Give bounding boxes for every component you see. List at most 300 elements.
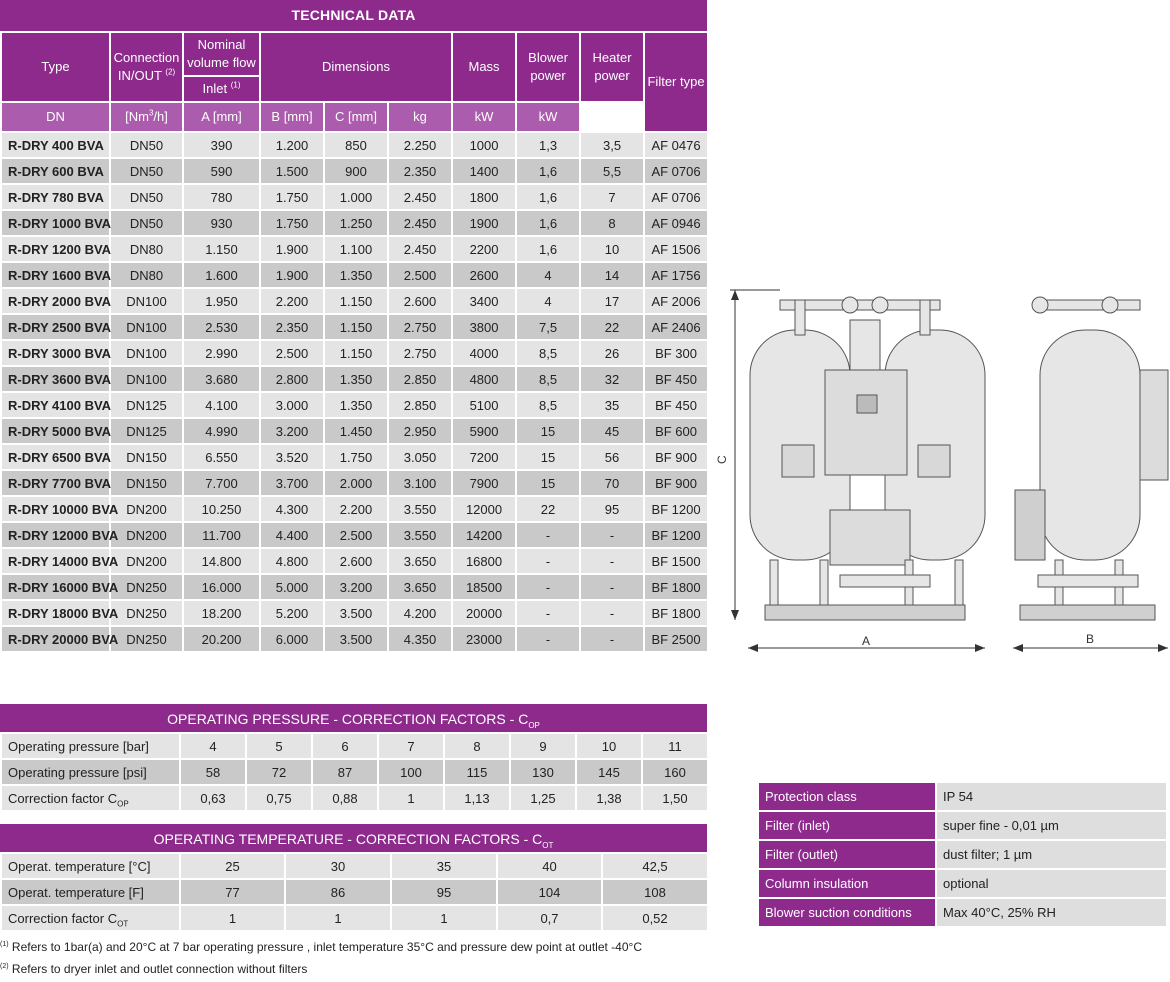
spec-row <box>758 840 1167 869</box>
cell-dim-c: 3.550 <box>388 522 452 548</box>
unit-b: B [mm] <box>260 102 324 132</box>
table-row <box>1 392 708 418</box>
value-cell: 35 <box>391 853 497 879</box>
cell-connection: DN150 <box>110 470 183 496</box>
cell-blower: 1,6 <box>516 236 580 262</box>
cell-type: R-DRY 6500 BVA <box>1 444 110 470</box>
table-row <box>1 626 708 652</box>
pressure-title: OPERATING PRESSURE - CORRECTION FACTORS - $C_{OP}$ <box>0 704 707 732</box>
cell-dim-a: 1.900 <box>260 262 324 288</box>
cell-dim-c: 2.750 <box>388 314 452 340</box>
cell-connection: DN125 <box>110 392 183 418</box>
cell-filter: BF 900 <box>644 444 708 470</box>
row-label: Correction factor $C_{OT}$ <box>1 905 180 931</box>
cell-mass: 23000 <box>452 626 516 652</box>
cell-connection: DN50 <box>110 132 183 158</box>
value-cell: 1 <box>391 905 497 931</box>
dimension-label-c: C <box>715 455 729 464</box>
cell-dim-a: 1.750 <box>260 184 324 210</box>
header-nominal-flow: Nominal volume flow <box>183 32 260 76</box>
cell-dim-b: 850 <box>324 132 388 158</box>
cell-type: R-DRY 12000 BVA <box>1 522 110 548</box>
cell-type: R-DRY 5000 BVA <box>1 418 110 444</box>
value-cell: 0,88 <box>312 785 378 811</box>
cell-dim-c: 2.350 <box>388 158 452 184</box>
footnote-1: $^{(1)}$ Refers to 1bar(a) and 20°C at 7 bar operating pressure , inlet temperature 35°C and pressure dew point at outlet -40°C <box>0 940 642 954</box>
cell-mass: 1400 <box>452 158 516 184</box>
value-cell: 5 <box>246 733 312 759</box>
cell-connection: DN150 <box>110 444 183 470</box>
spec-key: Protection class <box>758 782 936 811</box>
cell-dim-b: 1.350 <box>324 262 388 288</box>
temperature-table <box>0 852 709 932</box>
cell-mass: 7900 <box>452 470 516 496</box>
table-row <box>1 785 708 811</box>
cell-filter: BF 1200 <box>644 522 708 548</box>
cell-blower: - <box>516 548 580 574</box>
cell-heater: 56 <box>580 444 644 470</box>
cell-type: R-DRY 1600 BVA <box>1 262 110 288</box>
cell-flow: 780 <box>183 184 260 210</box>
cell-dim-a: 4.800 <box>260 548 324 574</box>
cell-heater: - <box>580 548 644 574</box>
cell-dim-a: 3.520 <box>260 444 324 470</box>
cell-heater: 8 <box>580 210 644 236</box>
cell-dim-c: 2.450 <box>388 210 452 236</box>
cell-dim-b: 1.150 <box>324 340 388 366</box>
cell-dim-c: 2.500 <box>388 262 452 288</box>
cell-connection: DN250 <box>110 600 183 626</box>
value-cell: 160 <box>642 759 708 785</box>
cell-filter: AF 1506 <box>644 236 708 262</box>
cell-filter: BF 1800 <box>644 574 708 600</box>
spec-key: Filter (inlet) <box>758 811 936 840</box>
cell-blower: - <box>516 600 580 626</box>
cell-flow: 390 <box>183 132 260 158</box>
cell-dim-a: 3.000 <box>260 392 324 418</box>
value-cell: 115 <box>444 759 510 785</box>
value-cell: 77 <box>180 879 285 905</box>
spec-value: optional <box>936 869 1167 898</box>
cell-connection: DN100 <box>110 314 183 340</box>
table-row <box>1 879 708 905</box>
cell-dim-a: 2.350 <box>260 314 324 340</box>
cell-type: R-DRY 400 BVA <box>1 132 110 158</box>
cell-connection: DN250 <box>110 626 183 652</box>
cell-dim-b: 3.500 <box>324 600 388 626</box>
cell-connection: DN200 <box>110 496 183 522</box>
table-row <box>1 210 708 236</box>
cell-dim-b: 1.150 <box>324 314 388 340</box>
control-cabinet <box>825 370 907 475</box>
value-cell: 8 <box>444 733 510 759</box>
cell-connection: DN100 <box>110 366 183 392</box>
cell-heater: 70 <box>580 470 644 496</box>
cell-blower: 4 <box>516 262 580 288</box>
cell-filter: AF 0706 <box>644 184 708 210</box>
base-frame <box>765 605 965 620</box>
cell-blower: 1,6 <box>516 210 580 236</box>
cell-dim-a: 2.200 <box>260 288 324 314</box>
cell-connection: DN200 <box>110 522 183 548</box>
cell-flow: 7.700 <box>183 470 260 496</box>
value-cell: 104 <box>497 879 602 905</box>
cell-mass: 14200 <box>452 522 516 548</box>
cell-flow: 1.600 <box>183 262 260 288</box>
cell-mass: 4800 <box>452 366 516 392</box>
cell-connection: DN125 <box>110 418 183 444</box>
unit-flow: [Nm$^3$/h] <box>110 102 183 132</box>
cell-dim-a: 5.000 <box>260 574 324 600</box>
cell-mass: 16800 <box>452 548 516 574</box>
cell-heater: 3,5 <box>580 132 644 158</box>
cell-dim-c: 4.350 <box>388 626 452 652</box>
spec-row <box>758 811 1167 840</box>
cell-blower: 22 <box>516 496 580 522</box>
cell-dim-c: 2.450 <box>388 184 452 210</box>
table-row <box>1 496 708 522</box>
cell-dim-a: 5.200 <box>260 600 324 626</box>
cell-connection: DN250 <box>110 574 183 600</box>
value-cell: 1 <box>180 905 285 931</box>
value-cell: 4 <box>180 733 246 759</box>
table-row <box>1 314 708 340</box>
cell-heater: 7 <box>580 184 644 210</box>
value-cell: 25 <box>180 853 285 879</box>
cell-flow: 1.150 <box>183 236 260 262</box>
cell-heater: 22 <box>580 314 644 340</box>
table-row <box>1 236 708 262</box>
table-row <box>1 288 708 314</box>
cell-type: R-DRY 7700 BVA <box>1 470 110 496</box>
value-cell: 1,50 <box>642 785 708 811</box>
unit-kg: kg <box>388 102 452 132</box>
cell-blower: 15 <box>516 444 580 470</box>
cell-heater: 32 <box>580 366 644 392</box>
header-filter-type: Filter type <box>644 32 708 132</box>
cell-dim-b: 1.150 <box>324 288 388 314</box>
cell-heater: - <box>580 574 644 600</box>
cell-heater: 5,5 <box>580 158 644 184</box>
cell-mass: 3400 <box>452 288 516 314</box>
value-cell: 42,5 <box>602 853 708 879</box>
cell-flow: 590 <box>183 158 260 184</box>
cell-dim-b: 900 <box>324 158 388 184</box>
cell-filter: AF 1756 <box>644 262 708 288</box>
cell-filter: BF 300 <box>644 340 708 366</box>
cell-filter: AF 0706 <box>644 158 708 184</box>
cell-connection: DN50 <box>110 184 183 210</box>
header-blower-power: Blower power <box>516 32 580 102</box>
value-cell: 7 <box>378 733 444 759</box>
cell-dim-b: 1.350 <box>324 366 388 392</box>
cell-type: R-DRY 3000 BVA <box>1 340 110 366</box>
cell-blower: 15 <box>516 470 580 496</box>
cell-type: R-DRY 780 BVA <box>1 184 110 210</box>
cell-dim-b: 1.750 <box>324 444 388 470</box>
cell-filter: BF 1200 <box>644 496 708 522</box>
cell-dim-c: 3.650 <box>388 548 452 574</box>
cell-blower: 1,6 <box>516 158 580 184</box>
cell-dim-b: 3.200 <box>324 574 388 600</box>
spec-key: Column insulation <box>758 869 936 898</box>
cell-mass: 12000 <box>452 496 516 522</box>
row-label: Operating pressure [bar] <box>1 733 180 759</box>
value-cell: 1 <box>285 905 391 931</box>
cell-heater: 95 <box>580 496 644 522</box>
cell-connection: DN100 <box>110 340 183 366</box>
side-vessel <box>1040 330 1140 560</box>
cell-dim-c: 2.750 <box>388 340 452 366</box>
cell-type: R-DRY 1200 BVA <box>1 236 110 262</box>
table-row <box>1 574 708 600</box>
cell-type: R-DRY 2000 BVA <box>1 288 110 314</box>
table-row <box>1 548 708 574</box>
value-cell: 0,7 <box>497 905 602 931</box>
cell-flow: 2.990 <box>183 340 260 366</box>
cell-mass: 1800 <box>452 184 516 210</box>
spec-key: Blower suction conditions <box>758 898 936 927</box>
value-cell: 10 <box>576 733 642 759</box>
cell-type: R-DRY 20000 BVA <box>1 626 110 652</box>
cell-mass: 20000 <box>452 600 516 626</box>
cell-type: R-DRY 3600 BVA <box>1 366 110 392</box>
dryer-technical-drawing <box>715 280 1170 660</box>
value-cell: 30 <box>285 853 391 879</box>
cell-flow: 20.200 <box>183 626 260 652</box>
cell-flow: 4.100 <box>183 392 260 418</box>
cell-heater: 26 <box>580 340 644 366</box>
cell-filter: AF 2406 <box>644 314 708 340</box>
table-row <box>1 733 708 759</box>
spec-key: Filter (outlet) <box>758 840 936 869</box>
cell-mass: 5900 <box>452 418 516 444</box>
cell-dim-b: 1.100 <box>324 236 388 262</box>
cell-heater: 45 <box>580 418 644 444</box>
value-cell: 0,63 <box>180 785 246 811</box>
cell-flow: 2.530 <box>183 314 260 340</box>
table-row <box>1 600 708 626</box>
value-cell: 87 <box>312 759 378 785</box>
cell-dim-b: 2.000 <box>324 470 388 496</box>
cell-type: R-DRY 1000 BVA <box>1 210 110 236</box>
cell-mass: 3800 <box>452 314 516 340</box>
cell-dim-a: 6.000 <box>260 626 324 652</box>
table-row <box>1 905 708 931</box>
cell-filter: BF 450 <box>644 366 708 392</box>
cell-mass: 5100 <box>452 392 516 418</box>
cell-blower: 1,3 <box>516 132 580 158</box>
cell-dim-b: 1.450 <box>324 418 388 444</box>
cell-blower: - <box>516 574 580 600</box>
table-row <box>1 366 708 392</box>
value-cell: 1 <box>378 785 444 811</box>
table-row <box>1 522 708 548</box>
unit-dn: DN <box>1 102 110 132</box>
cell-mass: 4000 <box>452 340 516 366</box>
cell-filter: BF 900 <box>644 470 708 496</box>
cell-filter: BF 600 <box>644 418 708 444</box>
cell-connection: DN50 <box>110 210 183 236</box>
cell-type: R-DRY 600 BVA <box>1 158 110 184</box>
technical-data-table <box>0 31 709 653</box>
cell-dim-c: 3.550 <box>388 496 452 522</box>
temperature-title: OPERATING TEMPERATURE - CORRECTION FACTORS - $C_{OT}$ <box>0 824 707 852</box>
cell-dim-b: 1.250 <box>324 210 388 236</box>
spec-row <box>758 782 1167 811</box>
unit-a: A [mm] <box>183 102 260 132</box>
cell-dim-b: 1.000 <box>324 184 388 210</box>
cell-filter: BF 450 <box>644 392 708 418</box>
header-connection: Connection IN/OUT $^{(2)}$ <box>110 32 183 102</box>
cell-blower: 8,5 <box>516 392 580 418</box>
cell-dim-b: 1.350 <box>324 392 388 418</box>
dimension-label-a: A <box>862 634 871 648</box>
cell-dim-a: 1.500 <box>260 158 324 184</box>
cell-dim-c: 2.450 <box>388 236 452 262</box>
cell-connection: DN100 <box>110 288 183 314</box>
cell-flow: 4.990 <box>183 418 260 444</box>
cell-filter: BF 1500 <box>644 548 708 574</box>
header-dimensions: Dimensions <box>260 32 452 102</box>
value-cell: 58 <box>180 759 246 785</box>
cell-dim-c: 2.850 <box>388 366 452 392</box>
value-cell: 0,75 <box>246 785 312 811</box>
cell-dim-b: 2.600 <box>324 548 388 574</box>
cell-dim-c: 4.200 <box>388 600 452 626</box>
cell-heater: 17 <box>580 288 644 314</box>
cell-heater: - <box>580 626 644 652</box>
cell-blower: 8,5 <box>516 366 580 392</box>
cell-flow: 11.700 <box>183 522 260 548</box>
cell-dim-a: 1.200 <box>260 132 324 158</box>
dimension-label-b: B <box>1086 632 1095 646</box>
cell-flow: 6.550 <box>183 444 260 470</box>
cell-dim-a: 3.700 <box>260 470 324 496</box>
cell-mass: 2200 <box>452 236 516 262</box>
cell-dim-b: 3.500 <box>324 626 388 652</box>
row-label: Operat. temperature [°C] <box>1 853 180 879</box>
cell-dim-c: 3.100 <box>388 470 452 496</box>
header-inlet: Inlet $^{(1)}$ <box>183 76 260 102</box>
value-cell: 1,25 <box>510 785 576 811</box>
cell-connection: DN200 <box>110 548 183 574</box>
cell-mass: 1000 <box>452 132 516 158</box>
table-row <box>1 470 708 496</box>
cell-filter: AF 0946 <box>644 210 708 236</box>
cell-flow: 930 <box>183 210 260 236</box>
cell-flow: 10.250 <box>183 496 260 522</box>
cell-dim-c: 2.850 <box>388 392 452 418</box>
cell-heater: 35 <box>580 392 644 418</box>
technical-data-title: TECHNICAL DATA <box>0 0 707 31</box>
cell-flow: 16.000 <box>183 574 260 600</box>
table-row <box>1 132 708 158</box>
row-label: Correction factor $C_{OP}$ <box>1 785 180 811</box>
cell-filter: AF 0476 <box>644 132 708 158</box>
table-row <box>1 418 708 444</box>
cell-mass: 18500 <box>452 574 516 600</box>
spec-value: IP 54 <box>936 782 1167 811</box>
specification-table <box>757 781 1168 928</box>
table-row <box>1 340 708 366</box>
table-row <box>1 759 708 785</box>
cell-flow: 18.200 <box>183 600 260 626</box>
pressure-table <box>0 732 709 812</box>
cell-blower: 1,6 <box>516 184 580 210</box>
unit-heater-kw: kW <box>516 102 580 132</box>
cell-mass: 1900 <box>452 210 516 236</box>
cell-dim-a: 1.900 <box>260 236 324 262</box>
table-row <box>1 444 708 470</box>
cell-dim-b: 2.200 <box>324 496 388 522</box>
value-cell: 6 <box>312 733 378 759</box>
cell-blower: 7,5 <box>516 314 580 340</box>
cell-heater: - <box>580 522 644 548</box>
value-cell: 40 <box>497 853 602 879</box>
cell-flow: 14.800 <box>183 548 260 574</box>
cell-dim-c: 2.600 <box>388 288 452 314</box>
cell-dim-a: 1.750 <box>260 210 324 236</box>
cell-connection: DN80 <box>110 236 183 262</box>
technical-data-rows <box>1 132 708 652</box>
cell-type: R-DRY 16000 BVA <box>1 574 110 600</box>
cell-dim-a: 4.400 <box>260 522 324 548</box>
cell-blower: - <box>516 626 580 652</box>
cell-heater: 14 <box>580 262 644 288</box>
table-row <box>1 184 708 210</box>
footnote-2: $^{(2)}$ Refers to dryer inlet and outlet connection without filters <box>0 962 308 976</box>
value-cell: 0,52 <box>602 905 708 931</box>
value-cell: 1,38 <box>576 785 642 811</box>
cell-type: R-DRY 18000 BVA <box>1 600 110 626</box>
cell-blower: 15 <box>516 418 580 444</box>
value-cell: 108 <box>602 879 708 905</box>
value-cell: 145 <box>576 759 642 785</box>
cell-filter: BF 1800 <box>644 600 708 626</box>
cell-dim-a: 4.300 <box>260 496 324 522</box>
unit-blower-kw: kW <box>452 102 516 132</box>
table-row <box>1 853 708 879</box>
unit-c: C [mm] <box>324 102 388 132</box>
cell-dim-a: 2.800 <box>260 366 324 392</box>
value-cell: 100 <box>378 759 444 785</box>
cell-mass: 2600 <box>452 262 516 288</box>
cell-filter: AF 2006 <box>644 288 708 314</box>
spec-value: Max 40°C, 25% RH <box>936 898 1167 927</box>
header-heater-power: Heater power <box>580 32 644 102</box>
cell-type: R-DRY 14000 BVA <box>1 548 110 574</box>
spec-row <box>758 869 1167 898</box>
row-label: Operating pressure [psi] <box>1 759 180 785</box>
cell-blower: 8,5 <box>516 340 580 366</box>
header-type: Type <box>1 32 110 102</box>
cell-dim-b: 2.500 <box>324 522 388 548</box>
cell-mass: 7200 <box>452 444 516 470</box>
value-cell: 95 <box>391 879 497 905</box>
cell-type: R-DRY 4100 BVA <box>1 392 110 418</box>
cell-dim-a: 2.500 <box>260 340 324 366</box>
cell-flow: 1.950 <box>183 288 260 314</box>
cell-heater: 10 <box>580 236 644 262</box>
value-cell: 86 <box>285 879 391 905</box>
cell-type: R-DRY 2500 BVA <box>1 314 110 340</box>
cell-type: R-DRY 10000 BVA <box>1 496 110 522</box>
blower-box <box>830 510 910 565</box>
value-cell: 72 <box>246 759 312 785</box>
cell-filter: BF 2500 <box>644 626 708 652</box>
cell-connection: DN50 <box>110 158 183 184</box>
